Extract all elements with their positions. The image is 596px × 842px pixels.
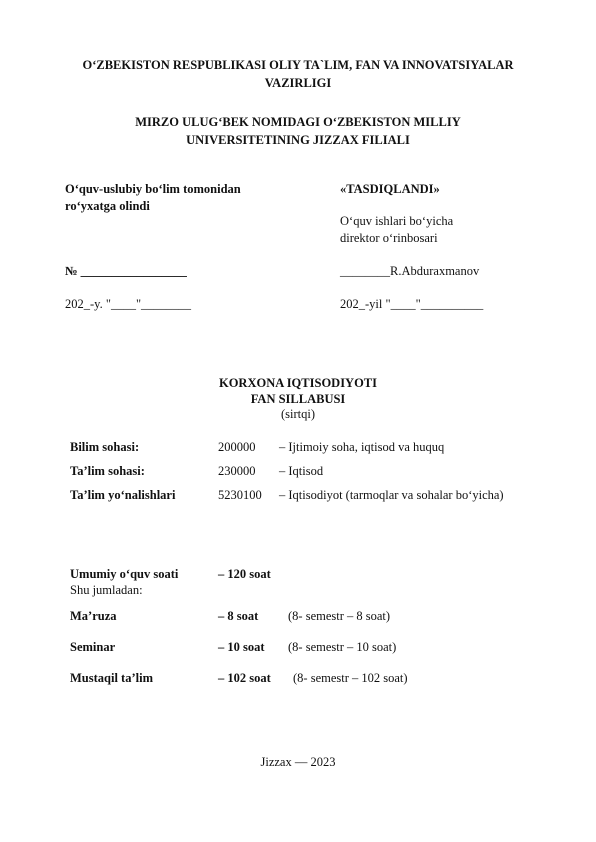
course-title: KORXONA IQTISODIYOTI [218,376,378,390]
place-and-year: Jizzax — 2023 [260,755,336,769]
field-row-education-area [70,464,570,482]
hours-value: – 10 soat [218,640,265,654]
approver-position-line2: direktor o‘rinbosari [340,231,438,245]
total-hours-value: – 120 soat [218,567,271,581]
hours-label: Mustaqil ta’lim [70,671,153,685]
approver-signature: ________R.Abduraxmanov [340,264,480,278]
field-code: 200000 [218,440,256,454]
approved-stamp-text: «TASDIQLANDI» [340,182,440,196]
hours-row-seminar [70,640,570,658]
field-name: – Ijtimoiy soha, iqtisod va huquq [279,440,445,454]
hours-label: Seminar [70,640,116,654]
total-hours-row [70,567,570,585]
ministry-title-line2: VAZIRLIGI [264,76,332,90]
hours-detail: (8- semestr – 102 soat) [293,671,408,685]
field-name: – Iqtisodiyot (tarmoqlar va sohalar bo‘yicha) [279,488,504,502]
field-name: – Iqtisod [279,464,324,478]
approver-position-line1: O‘quv ishlari bo‘yicha [340,214,454,228]
field-label: Ta’lim sohasi: [70,464,145,478]
field-code: 230000 [218,464,256,478]
total-hours-label: Umumiy o‘quv soati [70,567,179,581]
hours-label: Ma’ruza [70,609,117,623]
study-form: (sirtqi) [280,407,316,421]
field-code: 5230100 [218,488,262,502]
registration-dept-line1: O‘quv-uslubiy bo‘lim tomonidan [65,182,241,196]
university-title-line1: MIRZO ULUG‘BEK NOMIDAGI O‘ZBEKISTON MILLIY [135,115,461,129]
ministry-title-line1: O‘ZBEKISTON RESPUBLIKASI OLIY TA`LIM, FAN VA INNOVATSIYALAR [82,58,514,72]
hours-detail: (8- semestr – 8 soat) [288,609,391,623]
registration-date: 202_-y. "____"________ [65,297,192,311]
field-label: Bilim sohasi: [70,440,140,454]
syllabus-title: FAN SILLABUSI [250,392,346,406]
field-label: Ta’lim yo‘nalishlari [70,488,176,502]
hours-row-lecture [70,609,570,627]
registration-number: № _________________ [65,264,187,278]
hours-value: – 8 soat [218,609,259,623]
university-title-line2: UNIVERSITETINING JIZZAX FILIALI [186,133,410,147]
registration-dept-line2: ro‘yxatga olindi [65,199,150,213]
approval-date: 202_-yil "____"__________ [340,297,484,311]
including-label: Shu jumladan: [70,583,143,597]
field-row-knowledge-area [70,440,570,458]
hours-row-independent-study [70,671,570,689]
hours-detail: (8- semestr – 10 soat) [288,640,397,654]
hours-value: – 102 soat [218,671,271,685]
field-row-education-direction [70,488,570,506]
